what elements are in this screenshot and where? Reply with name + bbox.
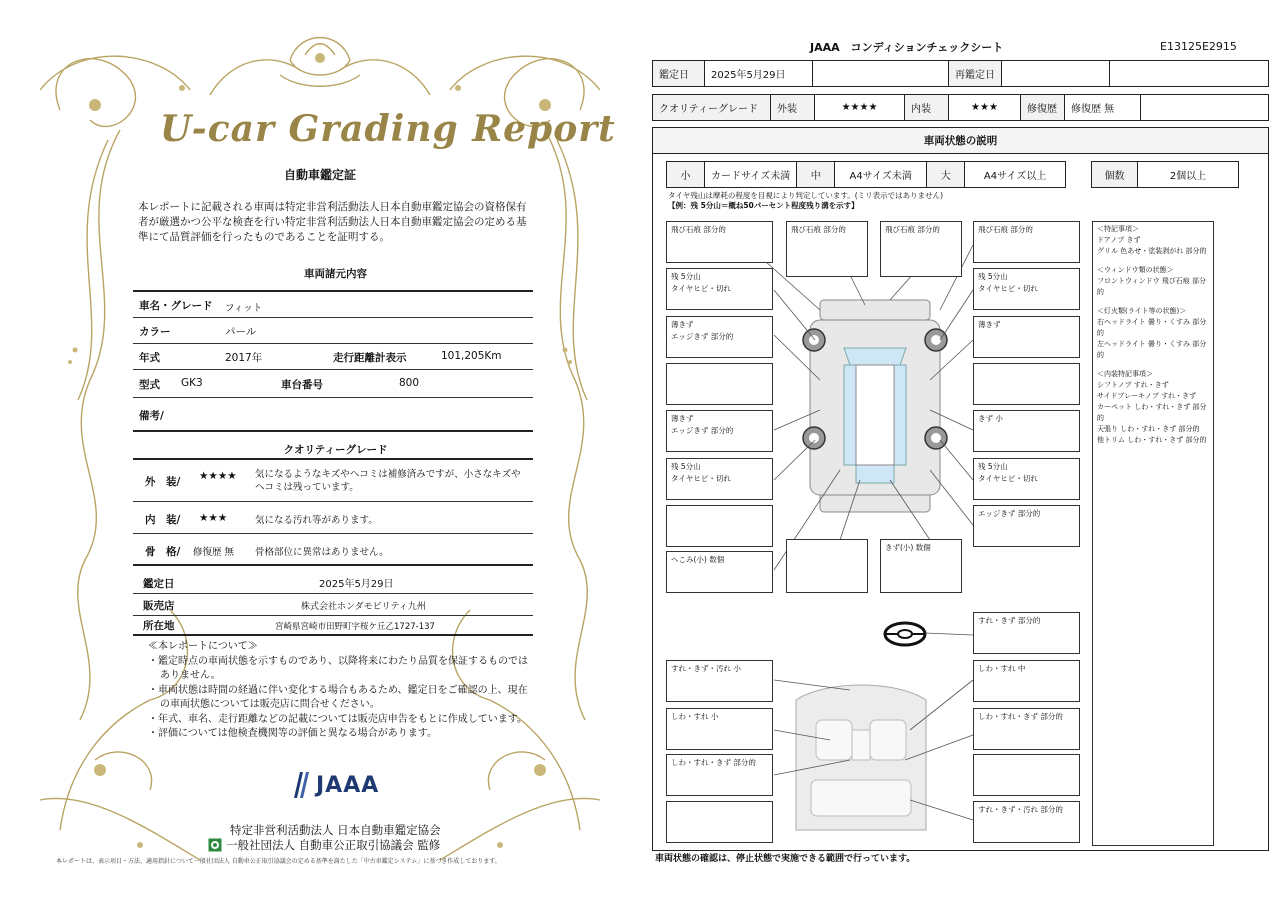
grade-heading: クオリティーグレード — [283, 444, 388, 456]
cert-row-address: 所在地 宮崎県宮崎市田野町字桜ケ丘乙1727-137 — [133, 616, 533, 636]
note-group: ＜灯火類(ライト等の状態)＞ 右ヘッドライト 曇り・くすみ 部分的 左ヘッドライト 曇り・くすみ 部分的 — [1097, 307, 1207, 359]
cert-row-shop: 販売店 株式会社ホンダモビリティ九州 — [133, 594, 533, 616]
certificate-subtitle: 自動車鑑定証 — [283, 168, 356, 182]
callout-box: 飛び石痕 部分的 — [666, 221, 773, 263]
report-notes — [148, 640, 528, 742]
sheet-title: JAAA コンディションチェックシート — [810, 41, 1004, 54]
callout-box: しわ・すれ・きず 部分的 — [973, 708, 1080, 750]
panel-title: 車両状態の説明 — [653, 128, 1268, 154]
callout-box: 薄きず エッジきず 部分的 — [666, 316, 773, 358]
int-label: 内装 — [905, 95, 949, 121]
certificate-intro: 本レポートに記載される車両は特定非営利活動法人日本自動車鑑定協会の資格保有者が厳選かつ公平な検査を行い特定非営利活動法人日本自動車鑑定協会の定める基準にて品質評価を行ったものであることを証明する。 — [138, 201, 527, 243]
callout-box: すれ・きず・汚れ 小 — [666, 660, 773, 702]
cert-row-date: 鑑定日 2025年5月29日 — [133, 572, 533, 594]
callout-box: エッジきず 部分的 — [973, 505, 1080, 547]
callout-box — [666, 363, 773, 405]
grade-label: クオリティーグレード — [653, 95, 771, 121]
callout-box: 薄きず エッジきず 部分的 — [666, 410, 773, 452]
sheet-id: E13125E2915 — [1160, 40, 1237, 53]
callout-box: 残 5分山 タイヤヒビ・切れ — [973, 458, 1080, 500]
org-name-council: 一般社団法人 自動車公正取引協議会 監修 — [208, 837, 440, 853]
note-group: ＜特記事項＞ ドアノブ きず グリル 色あせ・塗装剥がれ 部分的 — [1097, 225, 1207, 255]
note-item: ・年式、車名、走行距離などの記載については販売店申告をもとに作成しています。 — [148, 713, 527, 725]
reappraisal-label: 再鑑定日 — [949, 61, 1002, 87]
grade-row-exterior: 外 装/ ★★★★ 気になるようなキズやヘコミは補修済みですが、小さなキズやヘコミは残っています。 — [133, 460, 533, 502]
callout-box: きず 小 — [973, 410, 1080, 452]
callout-box — [666, 505, 773, 547]
note-group: ＜ウィンドウ類の状態＞ フロントウィンドウ 飛び石痕 部分的 — [1097, 266, 1207, 296]
spec-row-remarks: 備考/ — [133, 398, 533, 432]
callout-box: しわ・すれ・きず 部分的 — [666, 754, 773, 796]
repair-value: 修復歴 無 — [1065, 95, 1141, 121]
callout-box: へこみ(小) 数個 — [666, 551, 773, 593]
callout-box: 飛び石痕 部分的 — [973, 221, 1080, 263]
callout-box: しわ・すれ 小 — [666, 708, 773, 750]
certificate-script-title: U-car Grading Report — [160, 108, 616, 150]
org-name-jaaa: 特定非営利活動法人 日本自動車鑑定協会 — [230, 823, 441, 837]
callout-box: 残 5分山 タイヤヒビ・切れ — [973, 268, 1080, 310]
note-item: ・評価については他検査機関等の評価と異なる場合があります。 — [148, 728, 437, 739]
ext-stars: ★★★★ — [815, 95, 905, 121]
callout-box: 飛び石痕 部分的 — [880, 221, 962, 277]
spec-row-model: 型式 GK3 車台番号 800 — [133, 370, 533, 398]
jaaa-stripe-icon — [292, 770, 312, 800]
spec-row-year: 年式 2017年 走行距離計表示 101,205Km — [133, 344, 533, 370]
spec-row-color: カラー パール — [133, 318, 533, 344]
date-value: 2025年5月29日 — [705, 61, 813, 87]
callout-box — [973, 754, 1080, 796]
callout-box — [973, 363, 1080, 405]
callout-box: 残 5分山 タイヤヒビ・切れ — [666, 458, 773, 500]
size-legend-table: 小 カードサイズ未満 中 A4サイズ未満 大 A4サイズ以上 — [666, 161, 1066, 188]
callout-box: 飛び石痕 部分的 — [786, 221, 868, 277]
note-group: ＜内装特記事項＞ シフトノブ すれ・きず サイドブレーキノブ すれ・きず カーペット しわ・すれ・きず 部分的 天張り しわ・すれ・きず 部分的 他トリム しわ・すれ・きず 部分的 — [1097, 370, 1207, 444]
ext-label: 外装 — [771, 95, 815, 121]
special-notes-panel — [1092, 221, 1214, 846]
callout-box — [666, 801, 773, 843]
count-table: 個数 2個以上 — [1091, 161, 1239, 188]
note-item: ・車両状態は時間の経過に伴い変化する場合もあるため、鑑定日をご確認の上、現在の車両状態については販売店に問合せください。 — [148, 684, 528, 710]
callout-box: すれ・きず・汚れ 部分的 — [973, 801, 1080, 843]
sheet-footer-note: 車両状態の確認は、停止状態で実施できる範囲で行っています。 — [655, 854, 916, 864]
fine-print: 本レポートは、表示項目・方法、適用指針について一般社団法人 自動車公正取引協議会の定める基準を満たした「中古車鑑定システム」に基づき作成しております。 — [56, 858, 501, 865]
jaaa-logo: JAAA — [292, 770, 379, 800]
callout-box — [786, 539, 868, 593]
spec-row-name: 車名・グレード フィット — [133, 292, 533, 318]
callout-box: すれ・きず 部分的 — [973, 612, 1080, 654]
notes-title: ≪本レポートについて≫ — [148, 641, 258, 652]
callout-box: 薄きず — [973, 316, 1080, 358]
grade-row-interior: 内 装/ ★★★ 気になる汚れ等があります。 — [133, 502, 533, 534]
callout-box: きず(小) 数個 — [880, 539, 962, 593]
callout-box: しわ・すれ 中 — [973, 660, 1080, 702]
tire-note: タイヤ残山は摩耗の程度を目視により判定しています。(ミリ表示ではありません) 【例：残 5分山＝概ね50パーセント程度残り溝を示す】 — [668, 191, 944, 210]
grade-row-frame: 骨 格/ 修復歴 無 骨格部位に異常はありません。 — [133, 534, 533, 566]
callout-box: 残 5分山 タイヤヒビ・切れ — [666, 268, 773, 310]
int-stars: ★★★ — [949, 95, 1021, 121]
repair-label: 修復歴 — [1021, 95, 1065, 121]
note-item: ・鑑定時点の車両状態を示すものであり、以降将来にわたり品質を保証するものではありません。 — [148, 655, 528, 681]
spec-heading: 車両諸元内容 — [304, 268, 367, 280]
council-mark-icon — [208, 838, 222, 852]
date-label: 鑑定日 — [653, 61, 705, 87]
